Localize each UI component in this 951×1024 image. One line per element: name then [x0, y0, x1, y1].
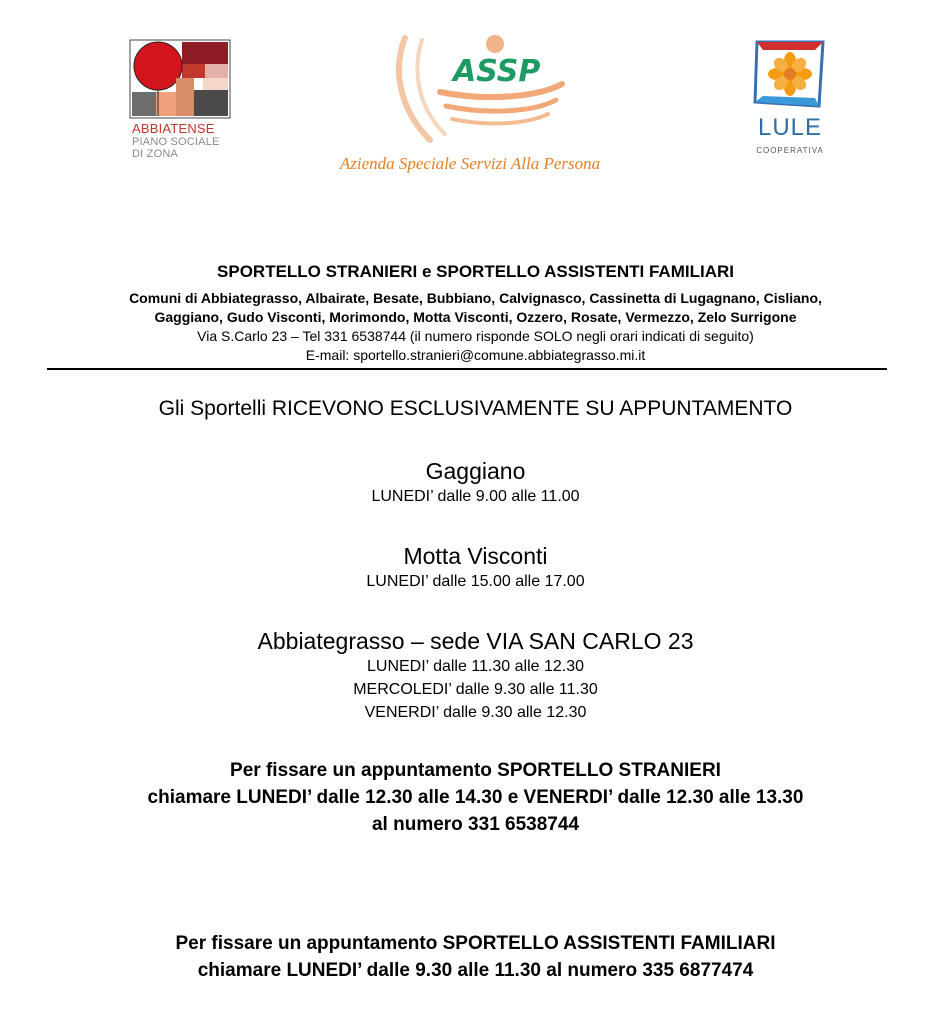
location-gaggiano: Gaggiano [425, 458, 526, 484]
address-phone: Via S.Carlo 23 – Tel 331 6538744 (il numero risponde SOLO negli orari indicati di seguito) [197, 328, 754, 344]
assp-tagline: Azienda Speciale Servizi Alla Persona [339, 154, 601, 173]
stranieri-appointment-line-3: al numero 331 6538744 [371, 814, 580, 835]
hours-line: LUNEDI’ dalle 15.00 alle 17.00 [366, 573, 585, 590]
location-abbiategrasso: Abbiategrasso – sede VIA SAN CARLO 23 [257, 628, 694, 654]
assp-figure-icon [300, 30, 640, 152]
hours-line: VENERDI’ dalle 9.30 alle 12.30 [364, 704, 587, 721]
abbiatense-subtitle-1: PIANO SOCIALE [132, 136, 220, 148]
appointment-only-notice: Gli Sportelli RICEVONO ESCLUSIVAMENTE SU APPUNTAMENTO [158, 397, 793, 420]
abbiatense-name: ABBIATENSE [132, 121, 215, 136]
document-title: SPORTELLO STRANIERI e SPORTELLO ASSISTENTI FAMILIARI [217, 262, 734, 281]
abbiatense-emblem-icon [128, 38, 238, 120]
lule-flower-icon [745, 38, 835, 112]
assp-logo [300, 30, 640, 180]
location-motta-visconti: Motta Visconti [403, 543, 548, 569]
assp-wordmark: ASSP [453, 54, 541, 89]
municipalities-line-2: Gaggiano, Gudo Visconti, Morimondo, Motta Visconti, Ozzero, Rosate, Vermezzo, Zelo Surrigone [154, 309, 797, 325]
assistenti-appointment-line-2: chiamare LUNEDI’ dalle 9.30 alle 11.30 al numero 335 6877474 [197, 960, 754, 981]
email-line: E-mail: sportello.stranieri@comune.abbiategrasso.mi.it [305, 347, 646, 363]
lule-wordmark: LULE [757, 114, 823, 141]
header-divider [47, 368, 887, 370]
hours-line: LUNEDI’ dalle 9.00 alle 11.00 [371, 488, 580, 505]
municipalities-line-1: Comuni di Abbiategrasso, Albairate, Besate, Bubbiano, Calvignasco, Cassinetta di Lugagnano, Cisliano, [129, 290, 822, 306]
hours-line: MERCOLEDI’ dalle 9.30 alle 11.30 [353, 681, 598, 698]
stranieri-appointment-line-2: chiamare LUNEDI’ dalle 12.30 alle 14.30 e VENERDI’ dalle 12.30 alle 13.30 [147, 787, 804, 808]
assistenti-appointment-line-1: Per fissare un appuntamento SPORTELLO ASSISTENTI FAMILIARI [175, 933, 776, 954]
lule-subtitle: COOPERATIVA [756, 146, 824, 155]
lule-logo [745, 38, 835, 163]
hours-line: LUNEDI’ dalle 11.30 alle 12.30 [366, 658, 585, 675]
abbiatense-logo [128, 38, 238, 168]
abbiatense-subtitle-2: DI ZONA [132, 148, 179, 160]
stranieri-appointment-line-1: Per fissare un appuntamento SPORTELLO STRANIERI [230, 760, 721, 781]
